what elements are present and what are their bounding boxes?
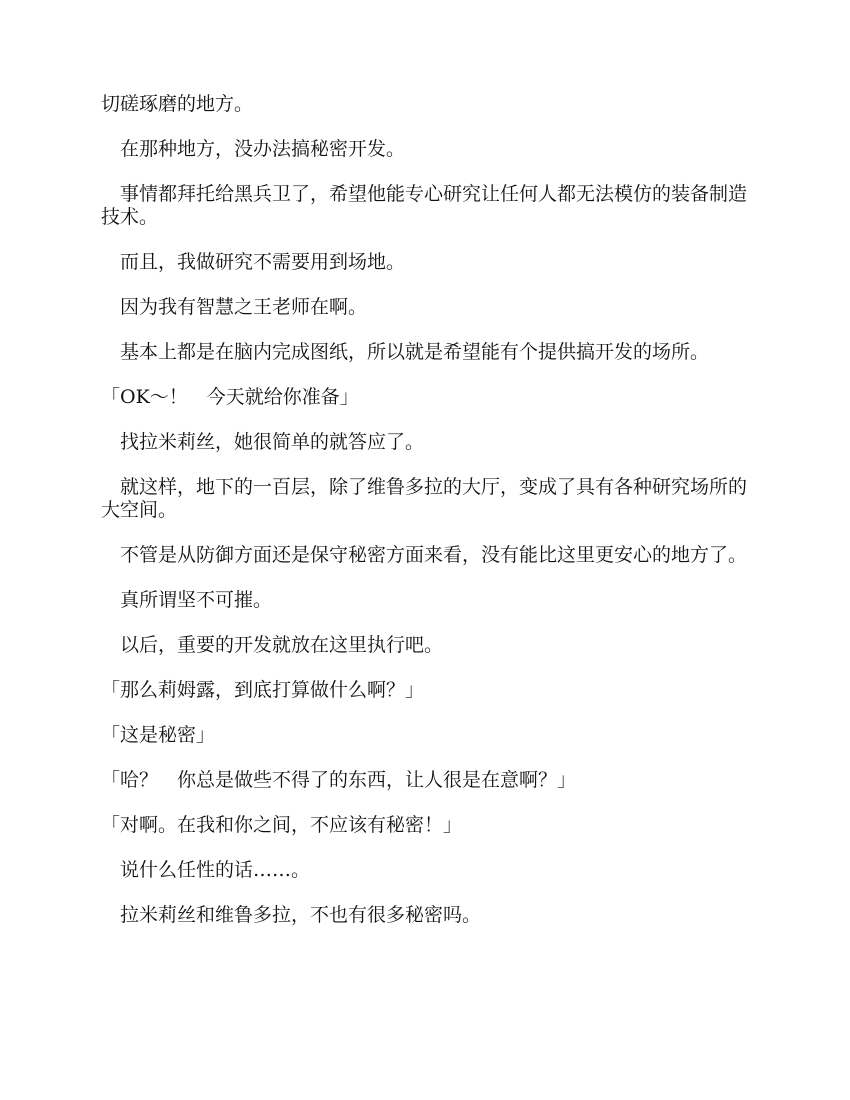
paragraph-1: 切磋琢磨的地方。 [101, 93, 254, 115]
dialogue-line-1: 「OK～！ 今天就给你准备」 [101, 386, 359, 408]
paragraph-3: 事情都拜托给黑兵卫了，希望他能专心研究让任何人都无法模仿的装备制造技术。 [101, 183, 748, 228]
paragraph-9: 不管是从防御方面还是保守秘密方面来看，没有能比这里更安心的地方了。 [101, 544, 748, 566]
dialogue-line-5: 「对啊。在我和你之间，不应该有秘密！」 [101, 814, 463, 836]
dialogue-line-3: 「这是秘密」 [101, 724, 216, 746]
paragraph-4: 而且，我做研究不需要用到场地。 [101, 251, 406, 273]
paragraph-11: 以后，重要的开发就放在这里执行吧。 [101, 634, 444, 656]
paragraph-2: 在那种地方，没办法搞秘密开发。 [101, 138, 406, 160]
paragraph-10: 真所谓坚不可摧。 [101, 589, 273, 611]
paragraph-13: 拉米莉丝和维鲁多拉，不也有很多秘密吗。 [101, 904, 482, 926]
document-page [101, 93, 749, 949]
dialogue-line-2: 「那么莉姆露，到底打算做什么啊？」 [101, 679, 425, 701]
paragraph-12: 说什么任性的话……。 [101, 859, 311, 881]
dialogue-line-4: 「哈？ 你总是做些不得了的东西，让人很是在意啊？」 [101, 769, 577, 791]
paragraph-7: 找拉米莉丝，她很简单的就答应了。 [101, 431, 425, 453]
paragraph-6: 基本上都是在脑内完成图纸，所以就是希望能有个提供搞开发的场所。 [101, 341, 710, 363]
paragraph-8: 就这样，地下的一百层，除了维鲁多拉的大厅，变成了具有各种研究场所的大空间。 [101, 476, 748, 521]
paragraph-5: 因为我有智慧之王老师在啊。 [101, 296, 368, 318]
